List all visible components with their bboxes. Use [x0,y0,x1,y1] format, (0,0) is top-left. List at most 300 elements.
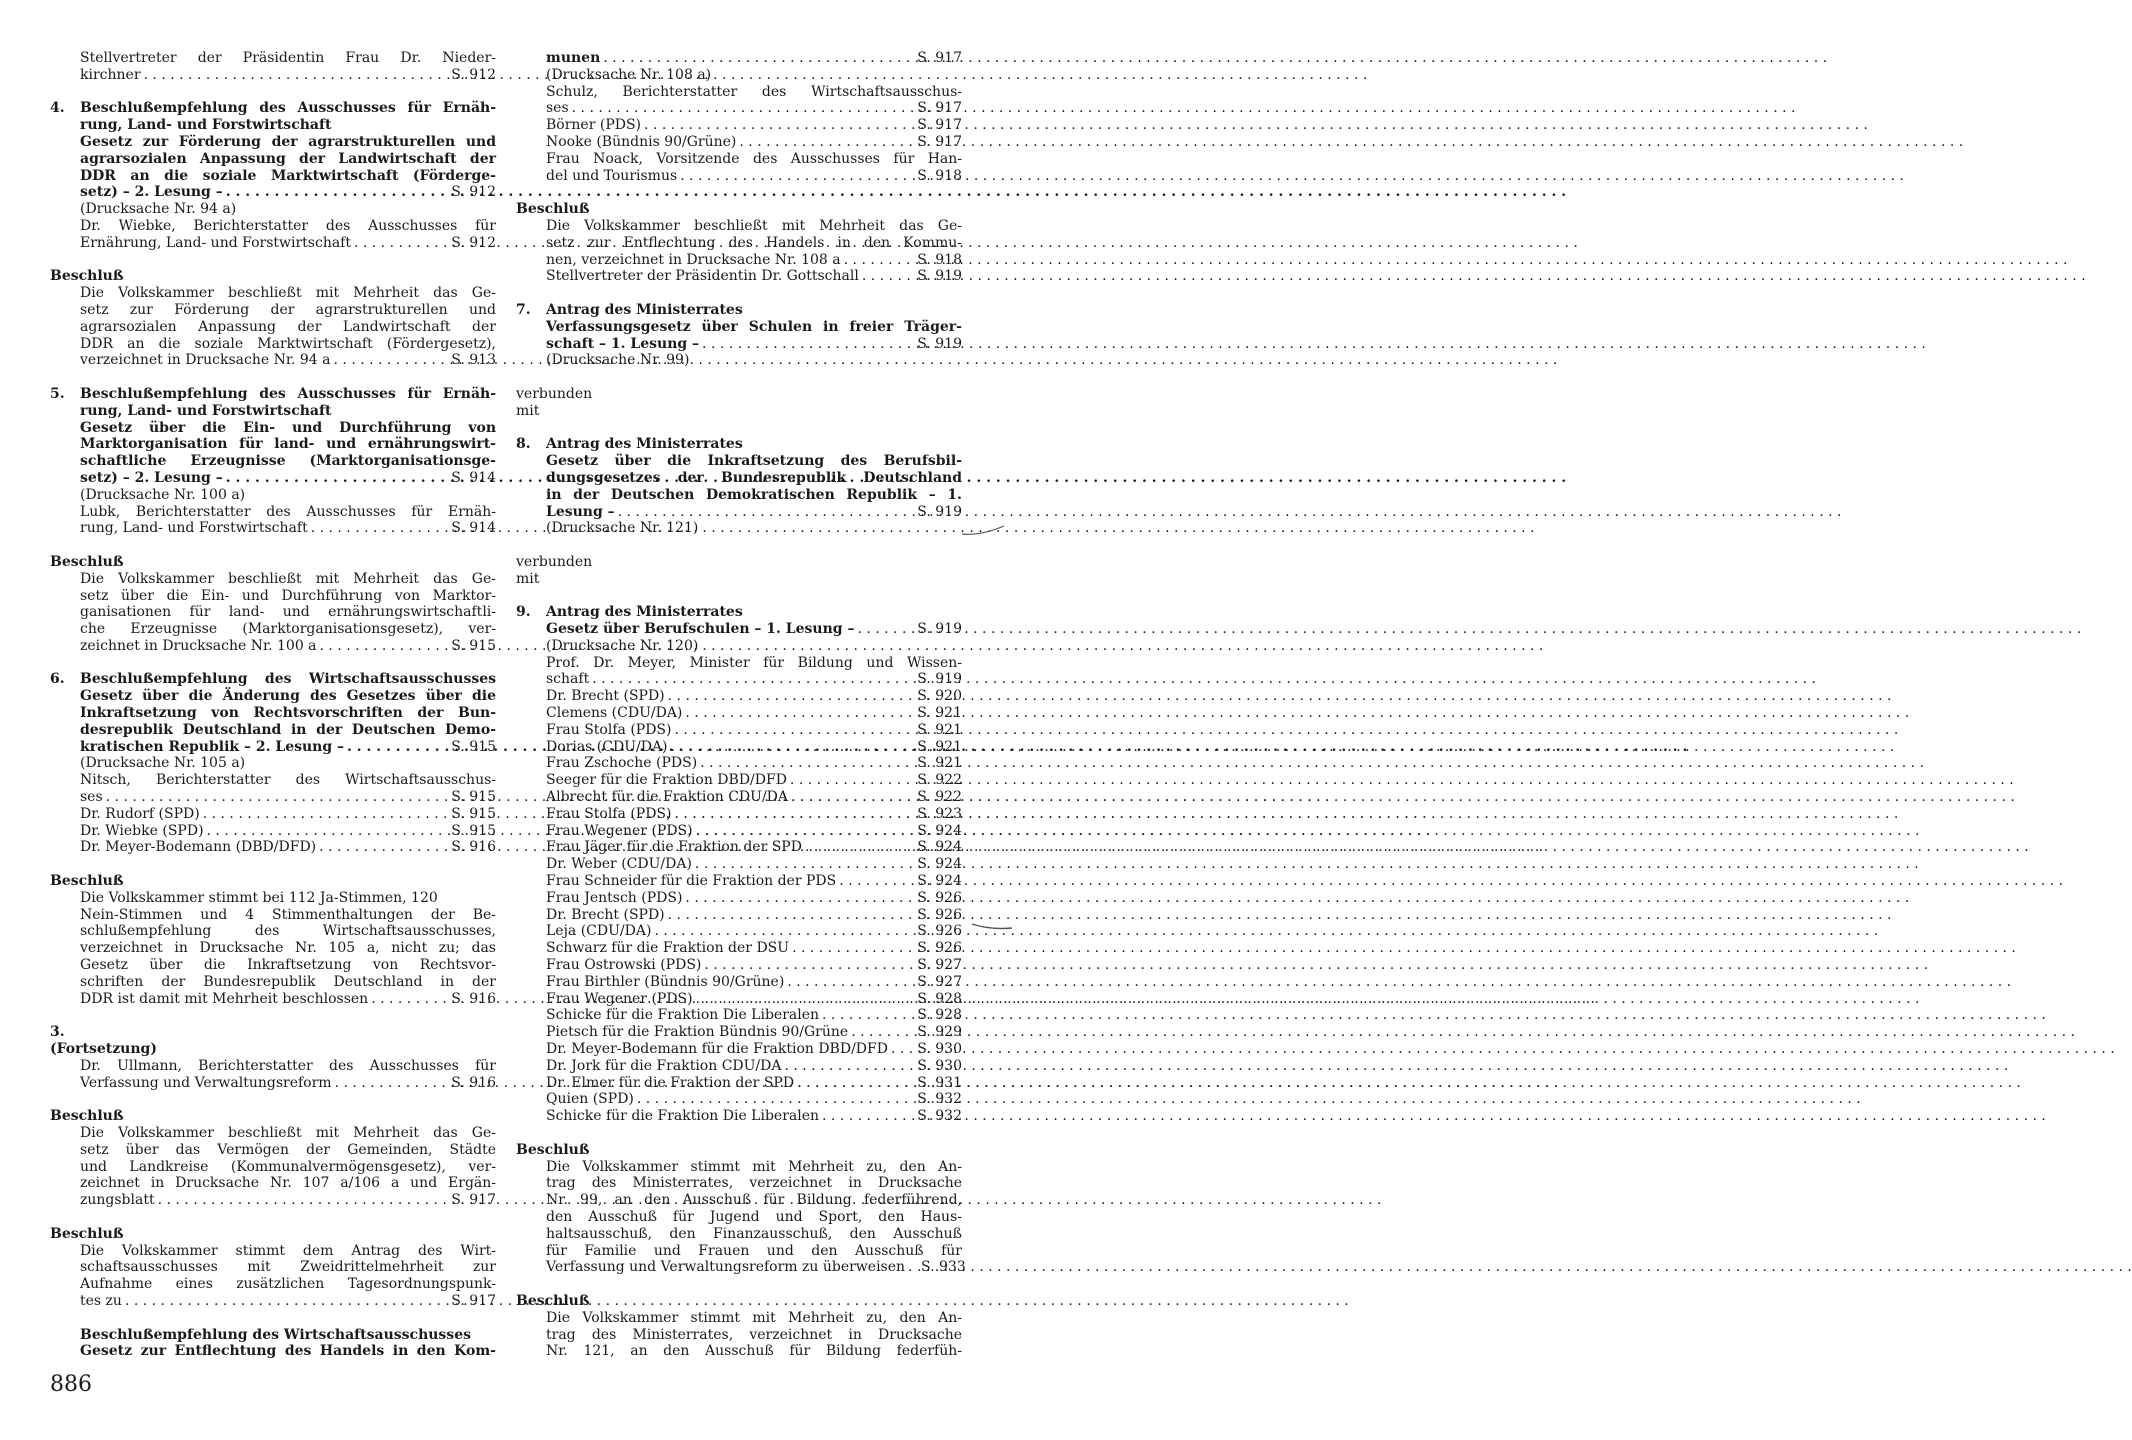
heading-line [50,671,496,688]
heading-text: Beschluß [516,1141,590,1158]
heading-line [50,385,496,403]
heading-text: Gesetz über die Inkraftsetzung des Berufsbil- [546,453,962,470]
spacer [516,285,962,302]
dot-leader [144,67,449,84]
entry-line [80,487,496,504]
heading-line [546,319,962,336]
item-number: 3. [50,1024,65,1041]
entry-line [546,1259,966,1276]
page-ref: S. 917 [917,117,962,134]
heading-text: Beschluß [50,873,124,890]
entry-line [80,50,496,67]
entry-line [546,117,962,134]
dot-leader [851,1024,914,1041]
speaker-row [546,772,962,789]
speaker-row [546,940,962,957]
entry-line [80,923,496,940]
entry-line [516,386,962,403]
page-ref: S. 920 [917,688,962,705]
heading-text: rung, Land- und Forstwirtschaft [80,402,332,419]
entry-line [80,1293,496,1310]
heading-text: Gesetz über die Ein- und Durchführung von [80,419,496,436]
dot-leader [790,772,914,789]
entry-line [80,352,496,369]
entry-line [546,638,962,655]
page-ref: S. 927 [917,973,962,990]
entry-text: schlußempfehlung des Wirtschaftsausschusses, [80,923,496,940]
dot-leader [844,252,915,269]
heading-text: rung, Land- und Forstwirtschaft [80,117,332,134]
entry-line [80,1125,496,1142]
entry-line [546,520,962,537]
item-number: 7. [516,301,531,318]
entry-text: Die Volkskammer stimmt dem Antrag des Wirt- [80,1242,496,1259]
dot-leader [700,755,914,772]
heading-text: Beschluß [50,1108,124,1125]
section-heading [50,1024,496,1041]
entry-line [80,588,496,605]
entry-text: setz über die Ein- und Durchführung von Marktor- [80,587,496,604]
entry-line [546,67,962,84]
heading-text: Gesetz zur Entflechtung des Handels in den Kom- [80,1343,496,1360]
entry-text: Dr. Rudorf (SPD) [80,805,200,822]
section-heading [516,201,962,218]
page-ref: S. 922 [917,772,962,789]
dot-leader [704,957,914,974]
entry-text: Dr. Ullmann, Berichterstatter des Ausschusses für [80,1057,496,1074]
entry-text: Verfassung und Verwaltungsreform zu überweisen [546,1259,906,1276]
dot-leader [371,991,448,1008]
spacer [516,588,962,605]
page-ref: S. 913 [451,352,496,369]
heading-line [546,336,962,353]
entry-text: für Familie und Frauen und den Ausschuß für [546,1242,962,1259]
speaker-row [546,755,962,772]
entry-line [80,974,496,991]
speaker-row [546,806,962,823]
dot-leader [792,940,914,957]
entry-line [546,1243,962,1260]
speaker-row [546,1007,962,1024]
entry-line [546,352,962,369]
speaker-row [546,991,962,1008]
heading-text: Verfassungsgesetz über Schulen in freier Träger- [546,318,962,335]
entry-text: Die Volkskammer stimmt bei 112 Ja-Stimmen, 120 [80,889,438,906]
dot-leader [203,806,449,823]
speaker-name: schaft [546,671,590,688]
entry-text: che Erzeugnisse (Marktorganisationsgesetz), ver- [80,621,496,638]
dot-leader [637,1091,914,1108]
speaker-row [546,856,962,873]
entry-line [80,1243,496,1260]
entry-line [80,302,496,319]
entry-text: zeichnet in Drucksache Nr. 107 a/106 a und Ergän- [80,1175,496,1192]
page-ref: S. 932 [917,1108,962,1125]
entry-text: ses [80,789,103,806]
spacer [516,184,962,201]
speaker-name: Frau Jentsch (PDS) [546,889,683,906]
entry-text: (Drucksache Nr. 105 a) [80,755,246,772]
dot-leader [791,789,914,806]
entry-line [546,1159,962,1176]
entry-line [80,806,496,823]
heading-line [546,621,962,638]
entry-line [80,504,496,521]
entry-line [546,1192,962,1209]
page-ref: S. 914 [451,469,496,486]
spacer [516,369,962,386]
page-ref: S. 919 [917,268,962,285]
dot-leader [822,1007,914,1024]
entry-line [546,1226,962,1243]
entry-text: Frau Noack, Vorsitzende des Ausschusses für Han- [546,150,962,167]
entry-line [80,67,496,84]
entry-text: Die Volkskammer beschließt mit Mehrheit das Ge- [80,285,496,302]
heading-text: kratischen Republik – 2. Lesung – [80,738,345,755]
heading-line [80,453,496,470]
heading-text: munen [546,50,601,66]
entry-text: nen, verzeichnet in Drucksache Nr. 108 a [546,251,841,268]
entry-line [80,789,496,806]
heading-line [80,1327,496,1344]
section-heading [50,1108,496,1125]
speaker-row [546,923,962,940]
heading-line [516,301,962,319]
heading-text: Beschluß [50,268,124,285]
page-ref: S. 917 [917,50,962,66]
entry-text: Stellvertreter der Präsidentin Frau Dr. Nieder- [80,50,496,66]
heading-line [546,470,962,487]
speaker-name: Dr. Elmer für die Fraktion der SPD [546,1074,795,1091]
entry-line [80,1259,496,1276]
dot-leader [354,235,448,252]
entry-line [546,134,962,151]
entry-text: und Landkreise (Kommunalvermögensgesetz), ver- [80,1158,496,1175]
dot-leader [668,688,915,705]
speaker-name: Leja (CDU/DA) [546,923,652,940]
dot-leader [680,168,914,185]
heading-text: in der Deutschen Demokratischen Republik – 1. [546,486,962,503]
speaker-name: Frau Jäger für die Fraktion der SPD [546,839,802,856]
heading-text: dungsgesetzes der Bundesrepublik Deutschland [546,469,962,486]
entry-line [80,1075,496,1092]
entry-text: del und Tourismus [546,167,678,184]
entry-text: Nr. 99, an den Ausschuß für Bildung federführend, [546,1192,962,1209]
entry-text: ses [546,100,569,117]
dot-leader [668,907,915,924]
entry-text: ganisationen für land- und ernährungswirtschaftli- [80,604,496,621]
entry-text: Nr. 121, an den Ausschuß für Bildung federfüh- [546,1343,962,1360]
item-number: 6. [50,671,65,688]
heading-line [80,470,496,487]
entry-text: (Drucksache Nr. 108 a) [546,66,712,83]
section-heading [516,1293,962,1310]
section-heading [50,268,496,285]
entry-text: trag des Ministerrates, verzeichnet in Drucksache [546,1326,962,1343]
section-heading [50,1226,496,1243]
entry-line [546,1343,962,1360]
item-number: 4. [50,100,65,117]
entry-line [546,151,962,168]
entry-text: Die Volkskammer stimmt mit Mehrheit zu, den An- [546,1309,962,1326]
page-ref: S. 919 [917,503,962,520]
dot-leader [654,923,914,940]
entry-line [546,268,962,285]
page-ref: S. 915 [451,637,496,654]
page-ref: S. 926 [917,923,962,940]
entry-text: Börner (PDS) [546,117,642,134]
entry-line [80,1159,496,1176]
entry-text: zungsblatt [80,1192,155,1209]
entry-line [80,940,496,957]
heading-line [80,688,496,705]
speaker-row [546,1041,962,1058]
page-ref: S. 924 [917,856,962,873]
entry-text: Prof. Dr. Meyer, Minister für Bildung und Wissen- [546,654,962,671]
heading-text: schaft – 1. Lesung – [546,335,700,352]
dot-leader [603,50,914,67]
entry-text: (Drucksache Nr. 94 a) [80,201,237,218]
entry-line [80,890,496,907]
section-heading [50,1041,496,1058]
dot-leader [335,1075,449,1092]
page-ref: S. 919 [917,621,962,638]
heading-line [80,722,496,739]
speaker-row [546,671,962,688]
right-column [516,50,966,1360]
entry-line [546,168,962,185]
dot-leader [784,1058,914,1075]
dot-leader [644,117,914,134]
dot-leader [685,890,914,907]
heading-text: Beschluß [516,201,590,218]
entry-text: Die Volkskammer beschließt mit Mehrheit das Ge- [80,570,496,587]
entry-line [546,1310,962,1327]
page-ref: S. 916 [451,839,496,856]
entry-line [80,907,496,924]
dot-leader [106,789,449,806]
heading-text: Beschlußempfehlung des Wirtschaftsausschusses [80,671,496,688]
heading-text: Gesetz über die Änderung des Gesetzes über die [80,688,496,705]
speaker-name: Schicke für die Fraktion Die Liberalen [546,1108,820,1125]
entry-line [516,571,962,588]
entry-text: Nooke (Bündnis 90/Grüne) [546,133,737,150]
page-ref: S. 916 [451,1074,496,1091]
page-ref: S. 917 [451,1292,496,1309]
entry-text: Stellvertreter der Präsidentin Dr. Gottschall [546,268,859,285]
page-ref: S. 919 [917,671,962,688]
entry-text: verbunden [516,553,593,570]
dot-leader [674,722,914,739]
entry-line [80,201,496,218]
entry-text: (Drucksache Nr. 121) [546,520,699,537]
entry-text: Verfassung und Verwaltungsreform [80,1074,332,1091]
dot-leader [696,991,915,1008]
page-ref: S. 932 [917,1091,962,1108]
entry-line [80,839,496,856]
heading-line [546,453,962,470]
left-column [50,50,496,1360]
entry-text: Dr. Meyer-Bodemann (DBD/DFD) [80,839,317,856]
entry-line [80,1276,496,1293]
entry-line [80,604,496,621]
page-ref: S. 915 [451,805,496,822]
entry-line [546,218,962,235]
dot-leader [671,739,915,756]
dot-leader [908,1259,918,1276]
heading-line [80,168,496,185]
page-ref: S. 921 [917,721,962,738]
page-ref: S. 924 [917,822,962,839]
heading-line [80,1343,496,1360]
dot-leader [572,100,915,117]
entry-line [80,319,496,336]
speaker-list [516,671,962,1125]
entry-text: Dr. Wiebke (SPD) [80,822,204,839]
entry-text: verzeichnet in Drucksache Nr. 105 a, nicht zu; das [80,940,496,957]
heading-text: Antrag des Ministerrates [546,436,743,453]
entry-line [80,755,496,772]
heading-line [80,436,496,453]
speaker-row [546,907,962,924]
entry-line [80,285,496,302]
dot-leader [839,873,914,890]
speaker-row [546,974,962,991]
heading-line [80,403,496,420]
entry-line [80,823,496,840]
entry-line [546,84,962,101]
heading-line [546,504,962,521]
entry-text: schriften der Bundesrepublik Deutschland in der [80,973,496,990]
entry-text: Die Volkskammer beschließt mit Mehrheit das Ge- [546,217,962,234]
entry-line [80,1192,496,1209]
entry-line [516,554,962,571]
entry-line [546,1209,962,1226]
dot-leader [857,621,914,638]
spacer [516,537,962,554]
entry-text: rung, Land- und Forstwirtschaft [80,520,308,537]
speaker-row [546,789,962,806]
page-ref: S. 930 [917,1041,962,1058]
heading-text: Inkraftsetzung von Rechtsvorschriften der Bun- [80,705,496,722]
speaker-name: Dorias (CDU/DA) [546,738,668,755]
page-ref: S. 924 [917,839,962,856]
page-ref: S. 921 [917,705,962,722]
entry-text: DDR ist damit mit Mehrheit beschlossen [80,990,369,1007]
heading-line [80,117,496,134]
speaker-row [546,890,962,907]
speaker-name: Schwarz für die Fraktion der DSU [546,940,790,957]
spacer [50,369,496,386]
entry-text: mit [516,402,540,419]
heading-text: Beschlußempfehlung des Ausschusses für Ernäh- [80,385,496,402]
entry-text: Lubk, Berichterstatter des Ausschusses für Ernäh- [80,503,496,520]
dot-leader [347,739,448,756]
entry-text: Nein-Stimmen und 4 Stimmenthaltungen der Be- [80,906,496,923]
entry-text: agrarsozialen Anpassung der Landwirtschaft der [80,318,496,335]
entry-text: Ernährung, Land- und Forstwirtschaft [80,234,351,251]
dot-leader [207,823,449,840]
page-ref: S. 919 [917,335,962,352]
page-ref: S. 918 [917,167,962,184]
entry-text: Aufnahme eines zusätzlichen Tagesordnungspunk- [80,1276,496,1293]
page-ref: S. 917 [917,133,962,150]
entry-line [80,957,496,974]
heading-text: Beschluß [50,1225,124,1242]
entry-line [546,235,962,252]
dot-leader [787,974,914,991]
heading-text: setz) – 2. Lesung – [80,184,223,201]
dot-leader [334,352,449,369]
page-ref: S. 924 [917,873,962,890]
page-ref: S. 912 [451,66,496,83]
entry-line [80,638,496,655]
page-ref: S. 926 [917,889,962,906]
page-ref: S. 926 [917,906,962,923]
spacer [50,84,496,101]
page-ref: S. 928 [917,1007,962,1024]
heading-text: (Fortsetzung) [50,1041,157,1058]
dot-leader [739,134,914,151]
entry-line [80,1058,496,1075]
item-number: 5. [50,385,65,402]
dot-leader [226,470,449,487]
speaker-name: Frau Schneider für die Fraktion der PDS [546,873,837,890]
page-ref: S. 933 [921,1259,966,1276]
page-ref: S. 921 [917,755,962,772]
entry-line [80,520,496,537]
speaker-row [546,722,962,739]
entry-text: (Drucksache Nr. 99) [546,352,690,369]
dot-leader [320,638,449,655]
heading-text: Gesetz zur Förderung der agrarstrukturellen und [80,133,496,150]
entry-text: setz zur Förderung der agrarstrukturellen und [80,301,496,318]
page-ref: S. 914 [451,520,496,537]
heading-text: Antrag des Ministerrates [546,604,743,621]
entry-text: Die Volkskammer beschließt mit Mehrheit das Ge- [80,1125,496,1141]
speaker-row [546,1108,962,1125]
page-ref: S. 915 [451,738,496,755]
page-ref: S. 918 [917,251,962,268]
speaker-row [546,873,962,890]
speaker-name: Frau Stolfa (PDS) [546,721,672,738]
spacer [50,655,496,672]
pen-mark-icon [960,522,1008,540]
heading-text: Beschlußempfehlung des Wirtschaftsausschusses [80,1326,471,1343]
dot-leader [696,823,915,840]
spacer [50,1007,496,1024]
speaker-name: Frau Ostrowski (PDS) [546,957,702,974]
dot-leader [125,1293,448,1310]
dot-leader [592,671,914,688]
speaker-row [546,1075,962,1092]
speaker-name: Frau Wegener (PDS) [546,822,693,839]
speaker-row [546,1058,962,1075]
page-ref: S. 915 [451,789,496,806]
entry-text: verzeichnet in Drucksache Nr. 94 a [80,352,331,369]
speaker-row [546,705,962,722]
heading-text: agrarsozialen Anpassung der Landwirtschaft der [80,150,496,167]
spacer [50,252,496,269]
entry-line [546,1327,962,1344]
heading-line [80,705,496,722]
heading-text: Antrag des Ministerrates [546,301,743,318]
entry-text: kirchner [80,66,141,83]
heading-line [80,134,496,151]
page-ref: S. 923 [917,805,962,822]
entry-line [546,655,962,672]
spacer [50,1310,496,1327]
